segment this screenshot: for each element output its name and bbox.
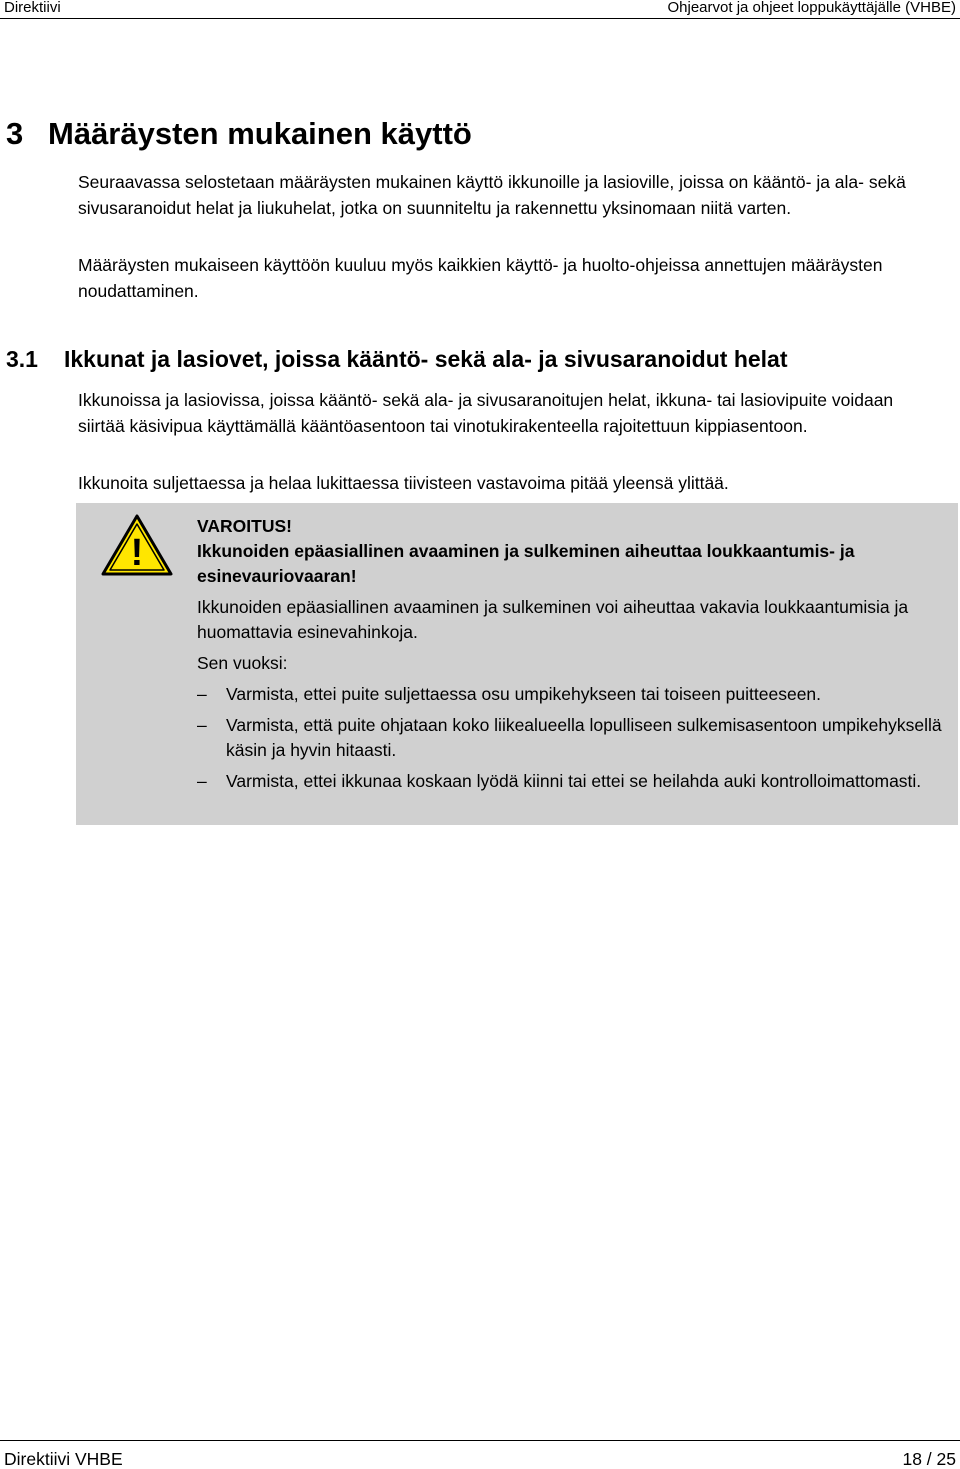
warning-content bbox=[197, 514, 952, 800]
dash-bullet: – bbox=[197, 715, 207, 735]
page-footer bbox=[0, 1440, 960, 1469]
header-right-text: Ohjearvot ja ohjeet loppukäyttäjälle (VHBE) bbox=[667, 0, 956, 16]
warning-text: Ikkunoiden epäasiallinen avaaminen ja sulkeminen voi aiheuttaa vakavia loukkaantumisia ja huomattavia esinevahinkoja. bbox=[197, 597, 909, 642]
dash-bullet: – bbox=[197, 771, 207, 791]
subsection-number: 3.1 bbox=[6, 346, 38, 372]
footer-left-text: Direktiivi VHBE bbox=[4, 1449, 123, 1469]
section-paragraph-2: Määräysten mukaiseen käyttöön kuuluu myös kaikkien käyttö- ja huolto-ohjeissa annettujen määräysten noudattaminen. bbox=[78, 255, 883, 301]
subsection-heading bbox=[6, 343, 788, 375]
warning-list-item bbox=[197, 769, 952, 794]
warning-list-item bbox=[197, 682, 952, 707]
subsection-paragraph-1: Ikkunoissa ja lasiovissa, joissa kääntö- sekä ala- ja sivusaranoitujen helat, ikkuna- tai lasiovipuite voidaan siirtää käsivipua käyttämällä kääntöasentoon tai vinotukirakenteella rajoitettuun kippiasentoon. bbox=[78, 390, 894, 436]
section-heading bbox=[6, 114, 472, 154]
warning-title: VAROITUS! bbox=[197, 516, 292, 536]
warning-list-item bbox=[197, 713, 952, 763]
warning-list-item-text: Varmista, ettei puite suljettaessa osu umpikehykseen tai toiseen puitteeseen. bbox=[226, 684, 822, 704]
warning-list-item-text: Varmista, että puite ohjataan koko liikealueella lopulliseen sulkemisasentoon umpikehyksellä käsin ja hyvin hitaasti. bbox=[226, 715, 942, 760]
warning-list-item-text: Varmista, ettei ikkunaa koskaan lyödä kiinni tai ettei se heilahda auki kontrolloimattomasti. bbox=[226, 771, 922, 791]
subsection-paragraph-2: Ikkunoita suljettaessa ja helaa lukittaessa tiivisteen vastavoima pitää yleensä ylittää. bbox=[78, 473, 729, 493]
subsection-title: Ikkunat ja lasiovet, joissa kääntö- sekä ala- ja sivusaranoidut helat bbox=[64, 346, 788, 372]
warning-triangle-icon bbox=[101, 513, 173, 577]
exclamation-mark: ! bbox=[130, 532, 144, 574]
dash-bullet: – bbox=[197, 684, 207, 704]
warning-intro: Sen vuoksi: bbox=[197, 653, 288, 673]
page-header bbox=[0, 0, 960, 19]
page-number: 18 / 25 bbox=[902, 1449, 956, 1469]
header-left-text: Direktiivi bbox=[4, 0, 61, 16]
warning-list bbox=[197, 682, 952, 794]
section-title: Määräysten mukainen käyttö bbox=[48, 116, 472, 151]
warning-box bbox=[76, 503, 958, 825]
warning-heading: Ikkunoiden epäasiallinen avaaminen ja sulkeminen aiheuttaa loukkaantumis- ja esinevauriovaaran! bbox=[197, 541, 855, 586]
section-number: 3 bbox=[6, 116, 24, 151]
section-paragraph-1: Seuraavassa selostetaan määräysten mukainen käyttö ikkunoille ja lasioville, joissa on kääntö- ja ala- sekä sivusaranoidut helat ja liukuhelat, jotka on suunniteltu ja rakennettu yksinomaan niitä varten. bbox=[78, 172, 906, 218]
